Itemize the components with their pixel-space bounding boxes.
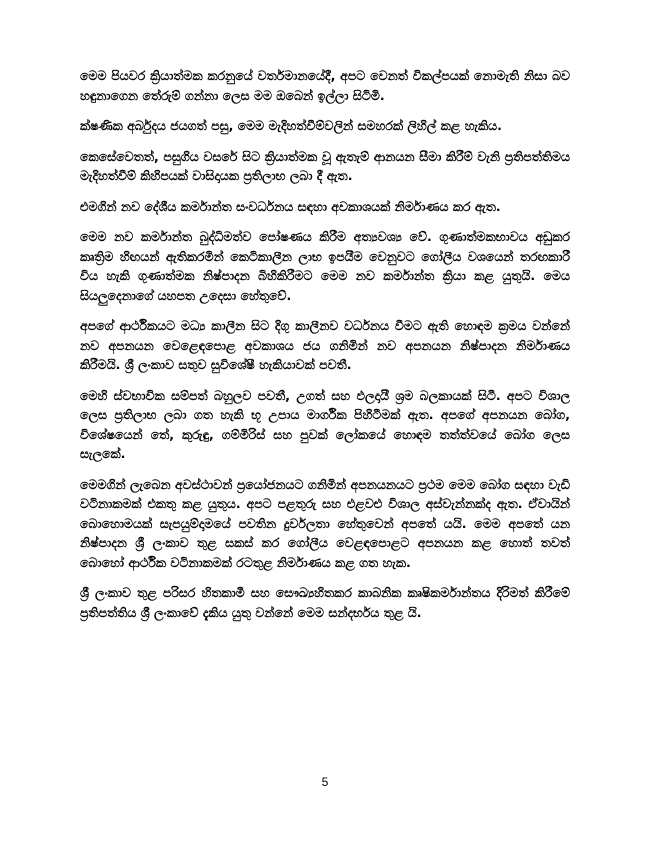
paragraph-6: අපගේ ආර්ථිකයට මධ්‍ය කාලීන සිට දිගු කාලීනව වර්ධනය වීමට ඇති හොඳම ක්‍රමය වන්නේ නව අපනයන වෙළෙඳපොළ අවකාශය ජය ගනිමින් නව අපනයන නිෂ්පාදන නිර්මාණය කිරීමයි. ශ්‍රී ලංකාව සතුව සුවිශේෂී හැකියාවක් පවතී. [80, 318, 570, 372]
paragraph-2: ක්ෂණික අර්බුදය ජයගත් පසු, මෙම මැදිහත්වීම්වලින් සමහරක් ලිහිල් කළ හැකිය. [80, 118, 502, 133]
paragraph-9: ශ්‍රී ලංකාව තුළ පරිසර හිතකාමී සහ සෞඛ්‍යහිතකර කාබනික කෘෂිකර්මාන්තය දිරිමත් කිරීමේ ප්‍රතිපත්තිය ශ්‍රී ලංකාවේ දැකිය යුතු වන්නේ මෙම සන්දර්භය තුළ යි. [80, 585, 570, 620]
paragraph-4: එමගින් නව දේශීය කර්මාන්ත සංවර්ධනය සඳහා අවකාශයක් නිර්මාණය කර ඇත. [80, 198, 501, 214]
paragraph-7: මෙහි ස්වභාවික සම්පත් බහුලව පවතී, උගත් සහ ඵලදායී ශ්‍රම බලකායක් සිටී. අපට විශාල ලෙස ප්‍රතිලාභ ලබා ගත හැකි භූ උපාය මාර්ගික පිහිටීමක් ඇත. අපගේ අපනයන බෝග, විශේෂයෙන් තේ, කුරුඳු, ගම්මිරිස් සහ පුවක් ලෝකයේ හොඳම තත්ත්වයේ බෝග ලෙස සැලකේ. [80, 387, 570, 461]
paragraph-3: කෙසේවෙතත්, පසුගිය වසරේ සිට ක්‍රියාත්මක වූ ඇතැම් ආනයන සීමා කිරීම් වැනි ප්‍රතිපත්තිමය මැදිහත්වීම් කිහිපයක් වාසිදායක ප්‍රතිලාභ ලබා දී ඇත. [80, 148, 570, 183]
paragraph-1: මෙම පියවර ක්‍රියාත්මක කරනුයේ වර්තමානයේදී, අපට වෙනත් විකල්පයක් නොමැති නිසා බව හඳුනාගෙන තේරුම් ගන්නා ලෙස මම ඔබෙන් ඉල්ලා සිටිමි. [80, 68, 570, 103]
paragraph-5: මෙම නව කර්මාන්ත බුද්ධිමත්ව පෝෂණය කිරීම අත්‍යවශ්‍ය වේ. ගුණාත්මකභාවය අඩුකර කෘත්‍රිම හිඟයන් ඇතිකරමින් කෙටිකාලීන ලාභ ඉපයීම වෙනුවට ගෝලීය වශයෙන් තරඟකාරී විය හැකි ගුණාත්මක නිෂ්පාදන බිහිකිරීමට මෙම නව කර්මාන්ත ක්‍රියා කළ යුතුයි. මෙය සියලුදෙනාගේ යහපත උදෙසා හේතුවේ. [80, 229, 570, 303]
paragraph-8: මෙමගින් ලැබෙන අවස්ථාවන් ප්‍රයෝජනයට ගනිමින් අපනයනයට ප්‍රථම මෙම බෝග සඳහා වැඩි වටිනාකමක් එකතු කළ යුතුය. අපට පළතුරු සහ එළවළු විශාල අස්වැන්නක්ද ඇත. ඒවායින් බොහොමයක් සැපයුම්දාමයේ පවතින දුර්වලතා හේතුවෙන් අපතේ යයි. මෙම අපතේ යන නිෂ්පාදන ශ්‍රී ලංකාව තුළ සකස් කර ගෝලීය වෙළඳපොළට අපනයන කළ හොත් තවත් බොහෝ ආර්ථික වටිනාකමක් රටතුළ නිර්මාණය කළ ගත හැක. [80, 476, 570, 570]
document-body [80, 66, 570, 633]
page-number: 5 [321, 775, 329, 789]
